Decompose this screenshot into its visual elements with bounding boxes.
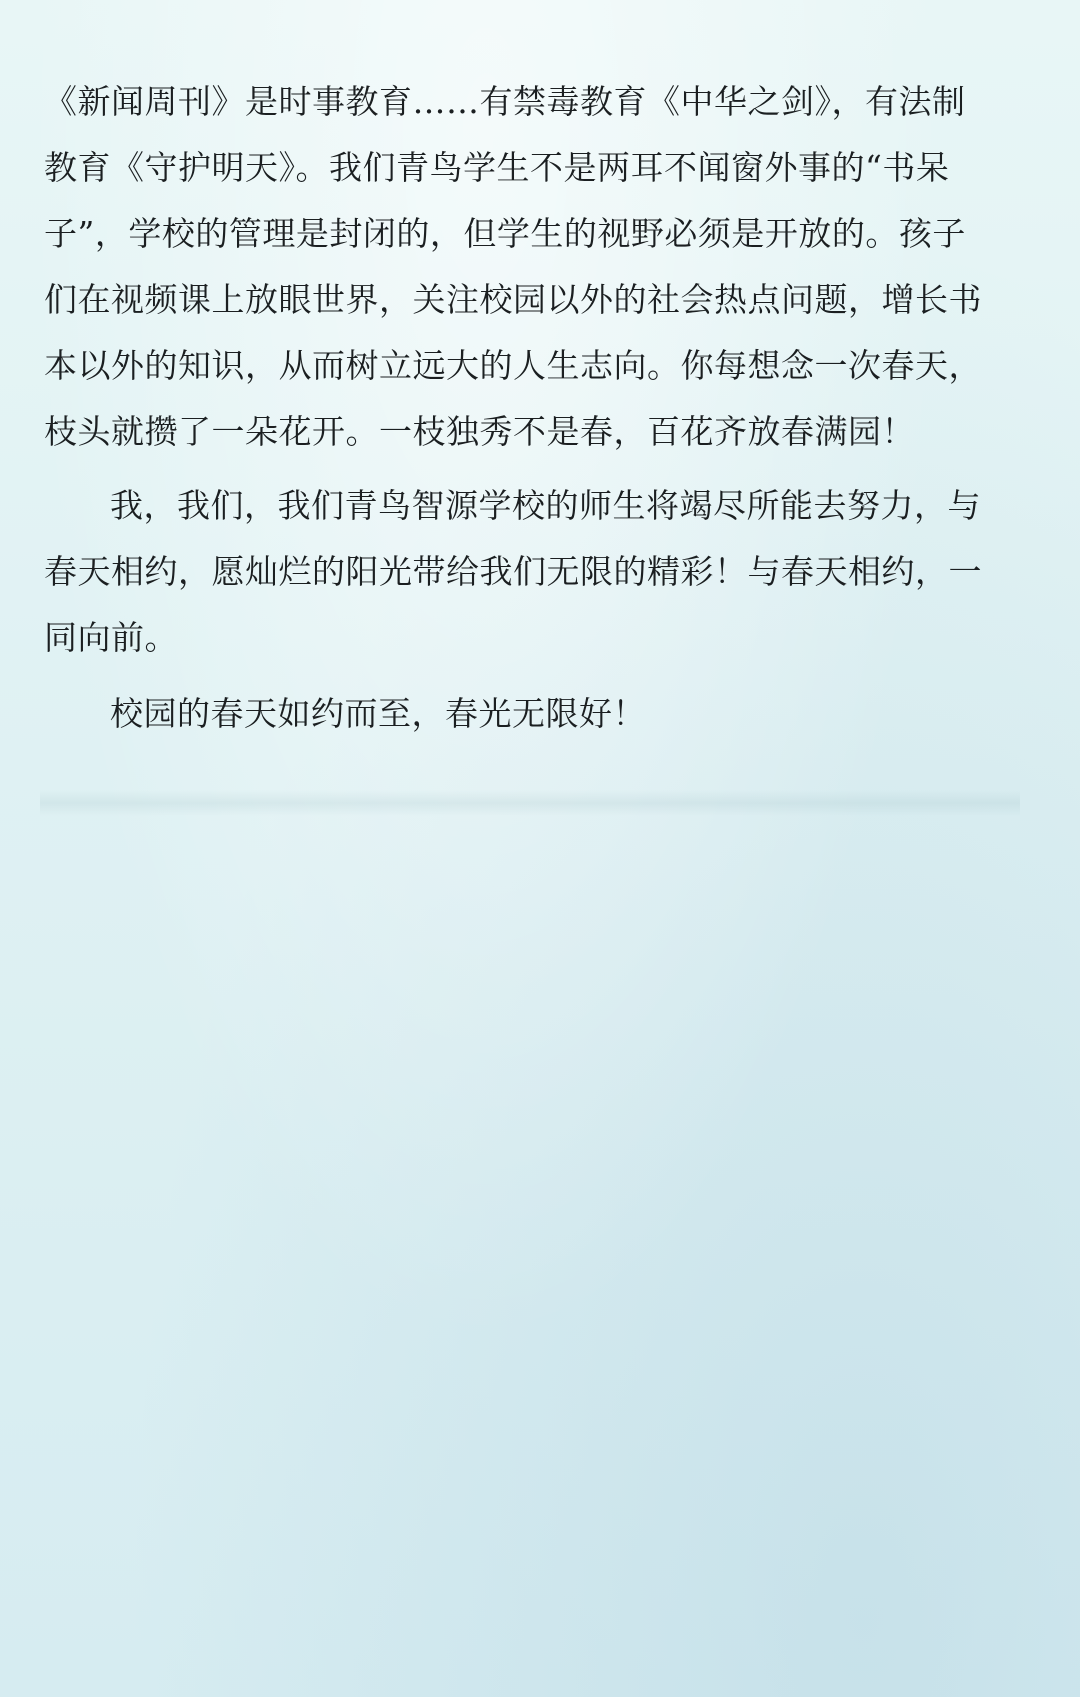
- text-line: 春天相约，愿灿烂的阳光带给我们无限的精彩！与春天相约，一: [44, 552, 982, 591]
- text-line: 枝头就攒了一朵花开。一枝独秀不是春，百花齐放春满园！: [44, 412, 915, 451]
- text-line: 子”，学校的管理是封闭的，但学生的视野必须是开放的。孩子: [44, 214, 966, 253]
- paper-shadow: [40, 790, 1020, 816]
- text-line: 教育《守护明天》。我们青鸟学生不是两耳不闻窗外事的“书呆: [44, 148, 950, 187]
- text-line: 同向前。: [44, 618, 178, 657]
- text-line: 校园的春天如约而至，春光无限好！: [110, 694, 646, 733]
- text-line: 本以外的知识，从而树立远大的人生志向。你每想念一次春天，: [44, 346, 982, 385]
- text-line: 们在视频课上放眼世界，关注校园以外的社会热点问题，增长书: [44, 280, 982, 319]
- text-line: 我，我们，我们青鸟智源学校的师生将竭尽所能去努力，与: [110, 486, 981, 525]
- text-line: 《新闻周刊》是时事教育……有禁毒教育《中华之剑》，有法制: [44, 82, 966, 121]
